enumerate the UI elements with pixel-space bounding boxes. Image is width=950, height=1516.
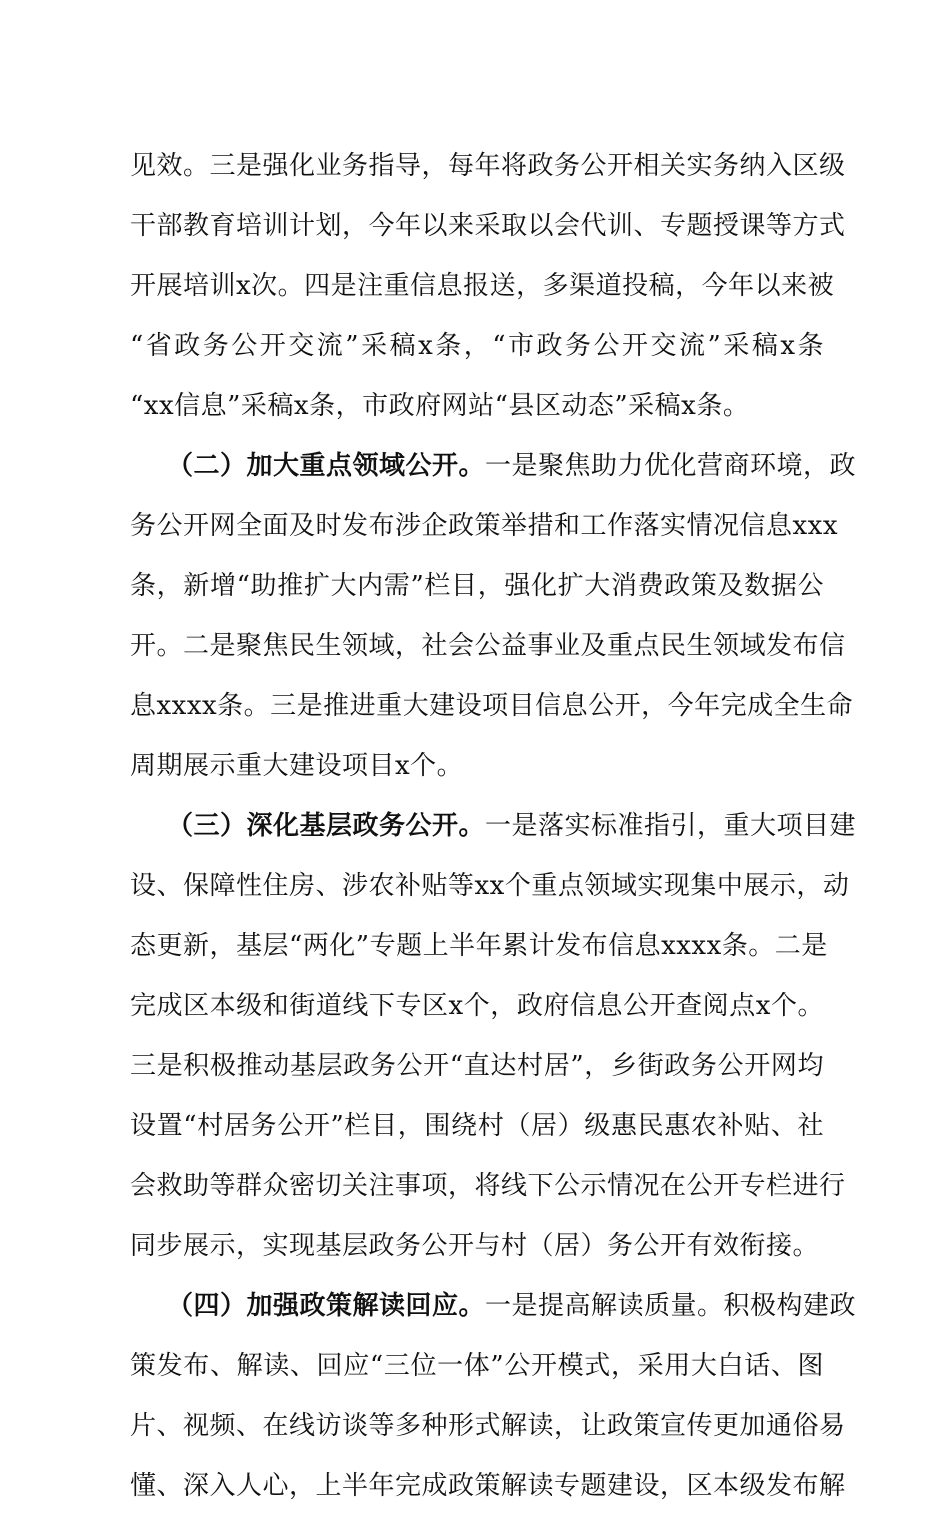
text-line: 周期展示重大建设项目x个。 bbox=[130, 751, 464, 781]
section-heading: （三）深化基层政务公开。 bbox=[167, 811, 486, 841]
paragraph-first-line bbox=[130, 1276, 857, 1336]
paragraph-continuation bbox=[130, 136, 846, 436]
text-line: 息xxxx条。三是推进重大建设项目信息公开，今年完成全生命 bbox=[130, 691, 854, 721]
text-line: 同步展示，实现基层政务公开与村（居）务公开有效衔接。 bbox=[130, 1231, 820, 1261]
text-fragment: 一是提高解读质量。积极构建政 bbox=[485, 1291, 857, 1321]
text-line: 干部教育培训计划，今年以来采取以会代训、专题授课等方式 bbox=[130, 211, 846, 241]
text-line: 策发布、解读、回应“三位一体”公开模式，采用大白话、图 bbox=[130, 1351, 824, 1381]
text-line: “xx信息”采稿x条，市政府网站“县区动态”采稿x条。 bbox=[130, 391, 750, 421]
text-line: 设、保障性住房、涉农补贴等xx个重点领域实现集中展示，动 bbox=[130, 871, 850, 901]
text-fragment: 一是聚焦助力优化营商环境，政 bbox=[485, 451, 857, 481]
text-line: “省政务公开交流”采稿x条，“市政务公开交流”采稿x条 bbox=[130, 331, 824, 361]
section-heading: （四）加强政策解读回应。 bbox=[167, 1291, 486, 1321]
text-line: 设置“村居务公开”栏目，围绕村（居）级惠民惠农补贴、社 bbox=[130, 1111, 824, 1141]
paragraph-section-2 bbox=[130, 436, 857, 796]
text-line: 完成区本级和街道线下专区x个，政府信息公开查阅点x个。 bbox=[130, 991, 824, 1021]
text-line: 开。二是聚焦民生领域，社会公益事业及重点民生领域发布信 bbox=[130, 631, 846, 661]
text-line: 务公开网全面及时发布涉企政策举措和工作落实情况信息xxx bbox=[130, 511, 838, 541]
text-line: 条，新增“助推扩大内需”栏目，强化扩大消费政策及数据公 bbox=[130, 571, 824, 601]
paragraph-first-line bbox=[130, 796, 857, 856]
text-line: 会救助等群众密切关注事项，将线下公示情况在公开专栏进行 bbox=[130, 1171, 846, 1201]
paragraph-section-3 bbox=[130, 796, 857, 1276]
text-line: 懂、深入人心，上半年完成政策解读专题建设，区本级发布解 bbox=[130, 1471, 846, 1501]
text-fragment: 一是落实标准指引，重大项目建 bbox=[485, 811, 857, 841]
section-heading: （二）加大重点领域公开。 bbox=[167, 451, 486, 481]
paragraph-section-4 bbox=[130, 1276, 857, 1516]
text-line: 开展培训x次。四是注重信息报送，多渠道投稿，今年以来被 bbox=[130, 271, 835, 301]
text-line: 片、视频、在线访谈等多种形式解读，让政策宣传更加通俗易 bbox=[130, 1411, 846, 1441]
text-line: 三是积极推动基层政务公开“直达村居”，乡街政务公开网均 bbox=[130, 1051, 824, 1081]
paragraph-first-line bbox=[130, 436, 857, 496]
text-line: 态更新，基层“两化”专题上半年累计发布信息xxxx条。二是 bbox=[130, 931, 828, 961]
document-body bbox=[130, 136, 857, 1516]
text-line: 见效。三是强化业务指导，每年将政务公开相关实务纳入区级 bbox=[130, 151, 846, 181]
